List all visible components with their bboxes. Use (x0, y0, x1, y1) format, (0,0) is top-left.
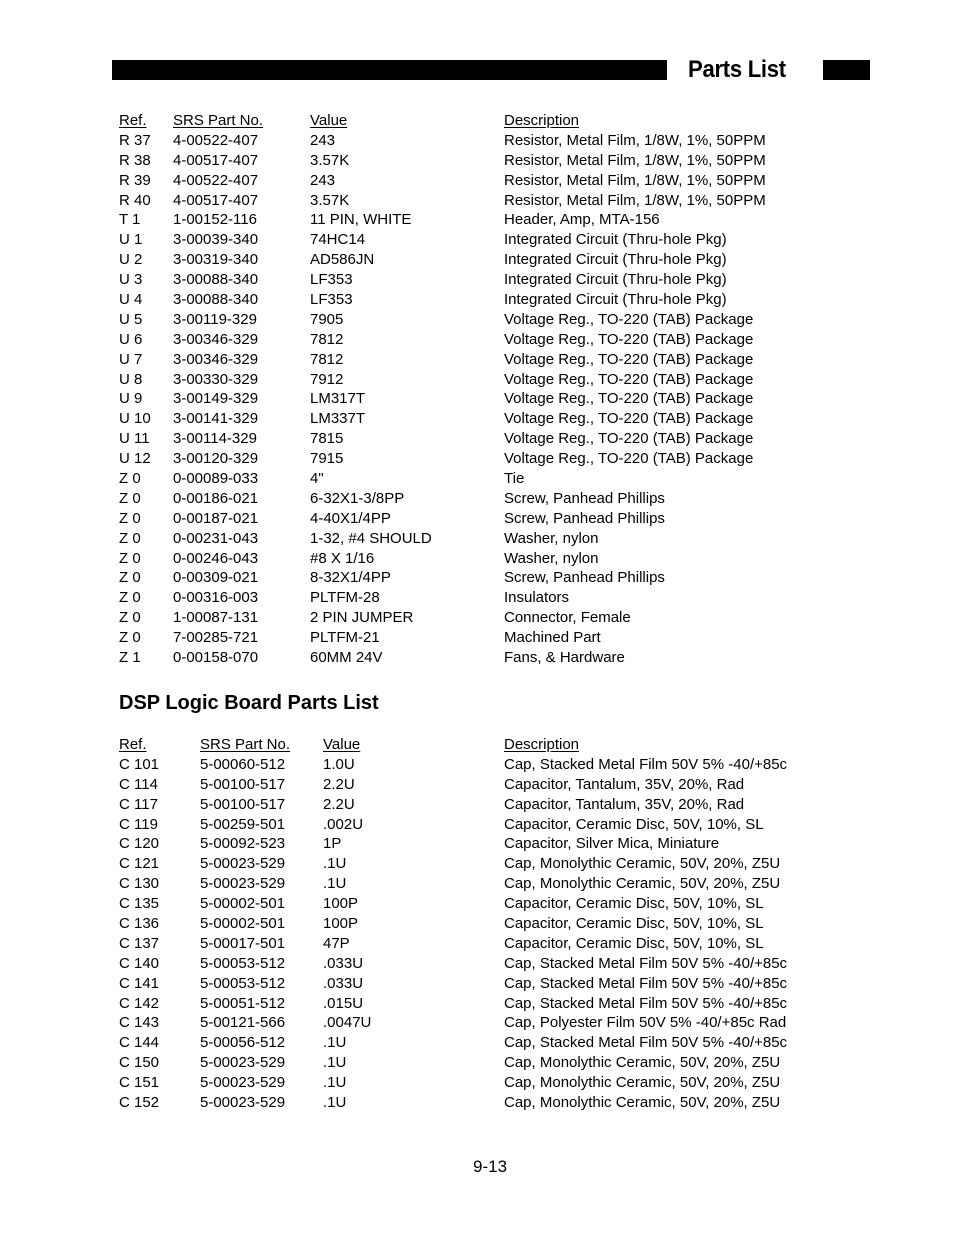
value-cell: 7812 (310, 330, 344, 348)
part-no-cell: 5-00023-529 (200, 1074, 286, 1092)
part-no-cell: 3-00319-340 (173, 251, 259, 269)
value-cell: 47P (323, 934, 350, 952)
ref-cell: T 1 (119, 211, 141, 229)
description-cell: Cap, Monolythic Ceramic, 50V, 20%, Z5U (504, 855, 781, 873)
part-no-cell: 5-00259-501 (200, 815, 286, 833)
ref-cell: U 9 (119, 390, 143, 408)
description-cell: Voltage Reg., TO-220 (TAB) Package (504, 430, 754, 448)
value-cell: 100P (323, 915, 359, 933)
part-no-cell: 5-00053-512 (200, 954, 286, 972)
value-cell: 243 (310, 131, 336, 149)
column-header-value: Value (323, 736, 361, 753)
ref-cell: U 5 (119, 310, 143, 328)
part-no-cell: 5-00056-512 (200, 1034, 286, 1052)
value-cell: 7912 (310, 370, 344, 388)
part-no-cell: 5-00121-566 (200, 1014, 286, 1032)
part-no-cell: 0-00089-033 (173, 470, 259, 488)
description-cell: Tie (504, 470, 525, 488)
part-no-cell: 5-00023-529 (200, 1094, 286, 1112)
part-no-cell: 5-00092-523 (200, 835, 286, 853)
ref-cell: Z 0 (119, 549, 141, 567)
value-cell: 2 PIN JUMPER (310, 609, 414, 627)
part-no-cell: 5-00002-501 (200, 895, 286, 913)
value-cell: .1U (323, 1034, 347, 1052)
value-cell: .1U (323, 1094, 347, 1112)
ref-cell: C 136 (119, 915, 160, 933)
part-no-cell: 0-00309-021 (173, 569, 259, 587)
part-no-cell: 0-00231-043 (173, 529, 259, 547)
part-no-cell: 3-00039-340 (173, 231, 259, 249)
part-no-cell: 3-00114-329 (173, 430, 257, 448)
part-no-cell: 5-00100-517 (200, 775, 286, 793)
description-cell: Cap, Monolythic Ceramic, 50V, 20%, Z5U (504, 875, 781, 893)
value-cell: 74HC14 (310, 231, 366, 249)
section-title-dsp-logic-board: DSP Logic Board Parts List (119, 692, 379, 714)
part-no-cell: 0-00316-003 (173, 589, 259, 607)
ref-cell: C 152 (119, 1094, 160, 1112)
value-cell: 4" (310, 470, 324, 488)
description-cell: Capacitor, Ceramic Disc, 50V, 10%, SL (504, 815, 764, 833)
ref-cell: Z 0 (119, 509, 141, 527)
description-cell: Header, Amp, MTA-156 (504, 211, 660, 229)
part-no-cell: 3-00330-329 (173, 370, 259, 388)
part-no-cell: 3-00088-340 (173, 271, 259, 289)
description-cell: Voltage Reg., TO-220 (TAB) Package (504, 350, 754, 368)
value-cell: 2.2U (323, 775, 355, 793)
description-cell: Capacitor, Ceramic Disc, 50V, 10%, SL (504, 934, 764, 952)
value-cell: 11 PIN, WHITE (310, 211, 412, 229)
value-cell: 6-32X1-3/8PP (310, 489, 405, 507)
column-header-description: Description (504, 736, 580, 753)
description-cell: Cap, Stacked Metal Film 50V 5% -40/+85c (504, 994, 788, 1012)
ref-cell: R 39 (119, 171, 151, 189)
description-cell: Integrated Circuit (Thru-hole Pkg) (504, 231, 727, 249)
ref-cell: C 119 (119, 815, 158, 833)
description-cell: Voltage Reg., TO-220 (TAB) Package (504, 390, 754, 408)
column-header-ref: Ref. (119, 736, 147, 753)
description-cell: Resistor, Metal Film, 1/8W, 1%, 50PPM (504, 131, 766, 149)
ref-cell: C 142 (119, 994, 160, 1012)
value-cell: LF353 (310, 291, 353, 309)
part-no-cell: 0-00187-021 (173, 509, 259, 527)
value-cell: 1-32, #4 SHOULD (310, 529, 432, 547)
ref-cell: Z 0 (119, 489, 141, 507)
description-cell: Resistor, Metal Film, 1/8W, 1%, 50PPM (504, 151, 766, 169)
part-no-cell: 5-00053-512 (200, 974, 286, 992)
description-cell: Cap, Stacked Metal Film 50V 5% -40/+85c (504, 954, 788, 972)
header-bar-left (112, 60, 667, 80)
value-cell: LM317T (310, 390, 366, 408)
ref-cell: C 144 (119, 1034, 160, 1052)
value-cell: .1U (323, 1074, 347, 1092)
part-no-cell: 0-00158-070 (173, 649, 259, 667)
description-cell: Capacitor, Tantalum, 35V, 20%, Rad (504, 775, 745, 793)
value-cell: .033U (323, 954, 364, 972)
ref-cell: R 40 (119, 191, 151, 209)
description-cell: Voltage Reg., TO-220 (TAB) Package (504, 450, 754, 468)
description-cell: Voltage Reg., TO-220 (TAB) Package (504, 310, 754, 328)
ref-cell: R 38 (119, 151, 151, 169)
part-no-cell: 5-00100-517 (200, 795, 286, 813)
ref-cell: Z 0 (119, 529, 141, 547)
value-cell: .1U (323, 1054, 347, 1072)
value-cell: 243 (310, 171, 336, 189)
value-cell: PLTFM-21 (310, 629, 380, 647)
column-header-part-no: SRS Part No. (173, 112, 264, 129)
description-cell: Cap, Monolythic Ceramic, 50V, 20%, Z5U (504, 1054, 781, 1072)
ref-cell: Z 0 (119, 589, 141, 607)
column-header-description: Description (504, 112, 580, 129)
part-no-cell: 5-00017-501 (200, 934, 286, 952)
value-cell: 100P (323, 895, 359, 913)
value-cell: 60MM 24V (310, 649, 383, 667)
part-no-cell: 3-00346-329 (173, 330, 259, 348)
ref-cell: Z 1 (119, 649, 141, 667)
ref-cell: C 135 (119, 895, 160, 913)
part-no-cell: 1-00087-131 (173, 609, 259, 627)
value-cell: 1.0U (323, 755, 355, 773)
description-cell: Cap, Monolythic Ceramic, 50V, 20%, Z5U (504, 1074, 781, 1092)
description-cell: Machined Part (504, 629, 601, 647)
ref-cell: U 7 (119, 350, 143, 368)
part-no-cell: 5-00060-512 (200, 755, 286, 773)
value-cell: AD586JN (310, 251, 375, 269)
description-cell: Integrated Circuit (Thru-hole Pkg) (504, 271, 727, 289)
value-cell: 2.2U (323, 795, 355, 813)
description-cell: Resistor, Metal Film, 1/8W, 1%, 50PPM (504, 171, 766, 189)
description-cell: Capacitor, Ceramic Disc, 50V, 10%, SL (504, 895, 764, 913)
description-cell: Voltage Reg., TO-220 (TAB) Package (504, 410, 754, 428)
value-cell: 3.57K (310, 151, 350, 169)
ref-cell: C 117 (119, 795, 158, 813)
value-cell: 4-40X1/4PP (310, 509, 391, 527)
part-no-cell: 3-00120-329 (173, 450, 259, 468)
ref-cell: C 143 (119, 1014, 160, 1032)
description-cell: Screw, Panhead Phillips (504, 569, 665, 587)
description-cell: Cap, Stacked Metal Film 50V 5% -40/+85c (504, 1034, 788, 1052)
description-cell: Screw, Panhead Phillips (504, 509, 665, 527)
value-cell: .033U (323, 974, 364, 992)
column-header-ref: Ref. (119, 112, 147, 129)
value-cell: 7905 (310, 310, 344, 328)
value-cell: PLTFM-28 (310, 589, 380, 607)
description-cell: Cap, Monolythic Ceramic, 50V, 20%, Z5U (504, 1094, 781, 1112)
description-cell: Cap, Stacked Metal Film 50V 5% -40/+85c (504, 755, 788, 773)
description-cell: Resistor, Metal Film, 1/8W, 1%, 50PPM (504, 191, 766, 209)
description-cell: Voltage Reg., TO-220 (TAB) Package (504, 330, 754, 348)
header-bar-right (823, 60, 870, 80)
ref-cell: C 141 (119, 974, 160, 992)
part-no-cell: 3-00346-329 (173, 350, 259, 368)
part-no-cell: 5-00023-529 (200, 875, 286, 893)
ref-cell: U 4 (119, 291, 143, 309)
ref-cell: C 121 (119, 855, 160, 873)
page-title: Parts List (688, 56, 786, 83)
ref-cell: Z 0 (119, 609, 141, 627)
column-header-part-no: SRS Part No. (200, 736, 291, 753)
ref-cell: U 10 (119, 410, 151, 428)
part-no-cell: 4-00517-407 (173, 151, 259, 169)
part-no-cell: 4-00517-407 (173, 191, 259, 209)
part-no-cell: 3-00088-340 (173, 291, 259, 309)
part-no-cell: 3-00141-329 (173, 410, 259, 428)
ref-cell: C 114 (119, 775, 158, 793)
ref-cell: C 150 (119, 1054, 160, 1072)
column-header-value: Value (310, 112, 348, 129)
value-cell: 7915 (310, 450, 344, 468)
description-cell: Cap, Stacked Metal Film 50V 5% -40/+85c (504, 974, 788, 992)
value-cell: LF353 (310, 271, 353, 289)
page-number: 9-13 (473, 1157, 508, 1176)
description-cell: Integrated Circuit (Thru-hole Pkg) (504, 251, 727, 269)
part-no-cell: 1-00152-116 (173, 211, 257, 229)
ref-cell: U 11 (119, 430, 150, 448)
value-cell: 1P (323, 835, 342, 853)
ref-cell: Z 0 (119, 629, 141, 647)
part-no-cell: 7-00285-721 (173, 629, 259, 647)
description-cell: Washer, nylon (504, 529, 599, 547)
description-cell: Connector, Female (504, 609, 631, 627)
ref-cell: C 101 (119, 755, 160, 773)
value-cell: 8-32X1/4PP (310, 569, 391, 587)
description-cell: Fans, & Hardware (504, 649, 625, 667)
value-cell: .015U (323, 994, 364, 1012)
value-cell: 7812 (310, 350, 344, 368)
ref-cell: C 130 (119, 875, 160, 893)
ref-cell: C 120 (119, 835, 160, 853)
ref-cell: U 8 (119, 370, 143, 388)
ref-cell: C 137 (119, 934, 160, 952)
value-cell: .0047U (323, 1014, 372, 1032)
value-cell: .1U (323, 875, 347, 893)
part-no-cell: 5-00051-512 (200, 994, 286, 1012)
part-no-cell: 4-00522-407 (173, 131, 259, 149)
value-cell: LM337T (310, 410, 366, 428)
value-cell: .1U (323, 855, 347, 873)
part-no-cell: 5-00023-529 (200, 1054, 286, 1072)
part-no-cell: 0-00186-021 (173, 489, 259, 507)
value-cell: .002U (323, 815, 364, 833)
ref-cell: U 3 (119, 271, 143, 289)
ref-cell: Z 0 (119, 470, 141, 488)
ref-cell: U 2 (119, 251, 143, 269)
part-no-cell: 5-00002-501 (200, 915, 286, 933)
part-no-cell: 5-00023-529 (200, 855, 286, 873)
value-cell: 3.57K (310, 191, 350, 209)
value-cell: #8 X 1/16 (310, 549, 375, 567)
ref-cell: C 140 (119, 954, 160, 972)
part-no-cell: 3-00119-329 (173, 310, 257, 328)
ref-cell: U 6 (119, 330, 143, 348)
part-no-cell: 0-00246-043 (173, 549, 259, 567)
description-cell: Cap, Polyester Film 50V 5% -40/+85c Rad (504, 1014, 787, 1032)
description-cell: Capacitor, Ceramic Disc, 50V, 10%, SL (504, 915, 764, 933)
ref-cell: R 37 (119, 131, 151, 149)
description-cell: Washer, nylon (504, 549, 599, 567)
description-cell: Integrated Circuit (Thru-hole Pkg) (504, 291, 727, 309)
part-no-cell: 3-00149-329 (173, 390, 259, 408)
description-cell: Insulators (504, 589, 570, 607)
ref-cell: Z 0 (119, 569, 141, 587)
ref-cell: U 1 (119, 231, 143, 249)
description-cell: Voltage Reg., TO-220 (TAB) Package (504, 370, 754, 388)
description-cell: Screw, Panhead Phillips (504, 489, 665, 507)
part-no-cell: 4-00522-407 (173, 171, 259, 189)
ref-cell: U 12 (119, 450, 151, 468)
ref-cell: C 151 (119, 1074, 160, 1092)
description-cell: Capacitor, Silver Mica, Miniature (504, 835, 720, 853)
value-cell: 7815 (310, 430, 344, 448)
description-cell: Capacitor, Tantalum, 35V, 20%, Rad (504, 795, 745, 813)
